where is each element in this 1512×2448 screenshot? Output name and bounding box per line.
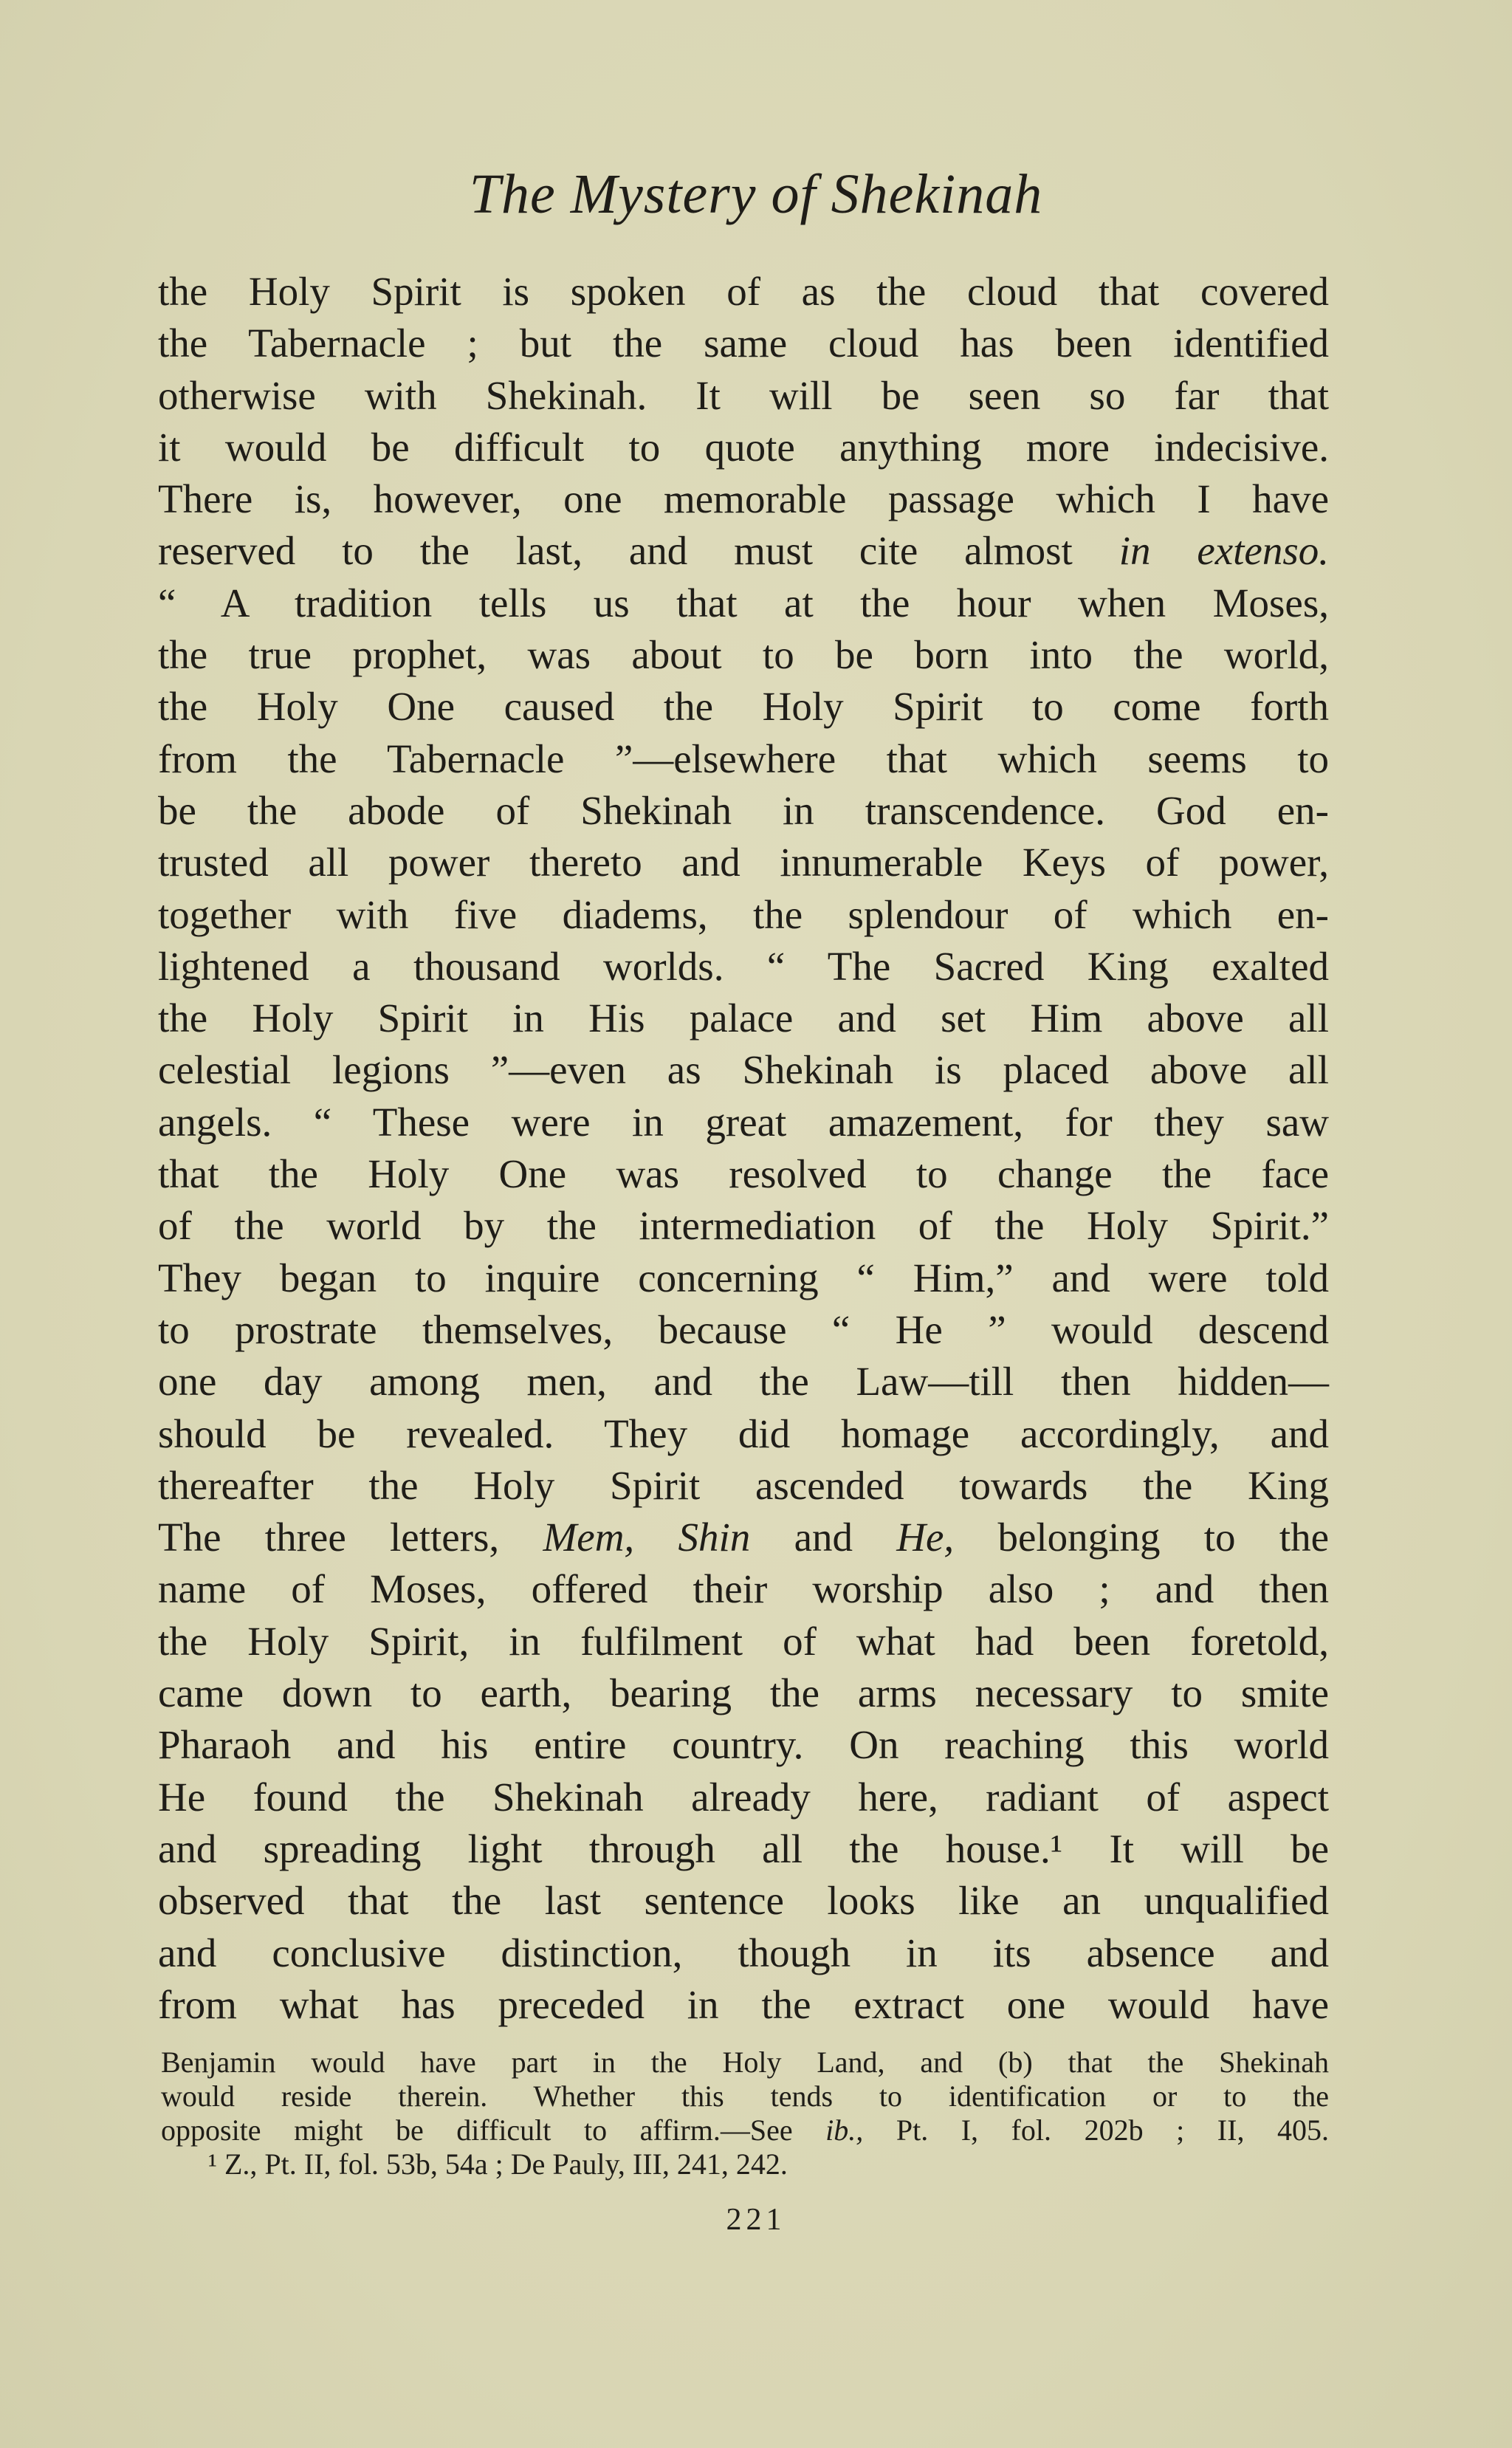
text-line: the true prophet, was about to be born into the world,	[158, 632, 1329, 678]
text-line: should be revealed. They did homage accordingly, and	[158, 1410, 1329, 1456]
text-line: The three letters, Mem, Shin and He, belonging to the	[158, 1515, 1330, 1560]
text-line: celestial legions ”—even as Shekinah is placed above all	[158, 1047, 1329, 1093]
text-line: observed that the last sentence looks like an unqualified	[158, 1878, 1329, 1924]
text-line: together with five diadems, the splendour of which en-	[158, 891, 1329, 937]
text-line: to prostrate themselves, because “ He ” would descend	[158, 1306, 1329, 1352]
text-line: the Holy Spirit, in fulfilment of what had been foretold,	[158, 1618, 1329, 1664]
text-line: came down to earth, bearing the arms necessary to smite	[158, 1670, 1329, 1716]
text-line: name of Moses, offered their worship also ; and then	[158, 1566, 1329, 1612]
footnote-line: opposite might be difficult to affirm.—See ib., Pt. I, fol. 202b ; II, 405.	[161, 2113, 1329, 2147]
text-line: the Holy Spirit in His palace and set Him above all	[158, 995, 1329, 1041]
text-line: that the Holy One was resolved to change the face	[158, 1151, 1329, 1197]
text-line: of the world by the intermediation of the Holy Spirit.”	[158, 1203, 1329, 1249]
footnote-reference: ¹ Z., Pt. II, fol. 53b, 54a ; De Pauly, III, 241, 242.	[208, 2147, 788, 2181]
text-line: There is, however, one memorable passage which I have	[158, 476, 1329, 522]
text-line: He found the Shekinah already here, radiant of aspect	[158, 1774, 1329, 1820]
body-text	[158, 266, 1329, 2031]
text-line: be the abode of Shekinah in transcendence. God en-	[158, 787, 1329, 833]
footnote-line: would reside therein. Whether this tends to identification or to the	[161, 2080, 1329, 2113]
footnotes	[161, 2046, 1329, 2181]
text-line: it would be difficult to quote anything more indecisive.	[158, 424, 1329, 470]
running-head: The Mystery of Shekinah	[469, 163, 1043, 225]
text-line: lightened a thousand worlds. “ The Sacred King exalted	[158, 943, 1329, 989]
text-line: “ A tradition tells us that at the hour when Moses,	[158, 580, 1329, 625]
page-number: 221	[726, 2203, 786, 2237]
text-line: and spreading light through all the house.¹ It will be	[158, 1825, 1329, 1871]
text-line: the Tabernacle ; but the same cloud has been identified	[158, 320, 1329, 366]
text-line: reserved to the last, and must cite almost in extenso.	[158, 528, 1329, 574]
text-line: otherwise with Shekinah. It will be seen so far that	[158, 372, 1329, 418]
text-line: the Holy One caused the Holy Spirit to come forth	[158, 684, 1329, 730]
text-line: trusted all power thereto and innumerable Keys of power,	[158, 840, 1329, 885]
text-line: and conclusive distinction, though in its absence and	[158, 1930, 1329, 1975]
text-line: Pharaoh and his entire country. On reaching this world	[158, 1722, 1329, 1768]
text-line: one day among men, and the Law—till then hidden—	[158, 1359, 1329, 1405]
text-line: thereafter the Holy Spirit ascended towards the King	[158, 1462, 1329, 1508]
text-line: the Holy Spirit is spoken of as the cloud that covered	[158, 269, 1329, 314]
text-line: from the Tabernacle ”—elsewhere that which seems to	[158, 736, 1329, 781]
text-line: They began to inquire concerning “ Him,” and were told	[158, 1255, 1329, 1300]
text-line: angels. “ These were in great amazement, for they saw	[158, 1099, 1329, 1145]
footnote-line: Benjamin would have part in the Holy Land, and (b) that the Shekinah	[161, 2046, 1329, 2079]
text-line: from what has preceded in the extract one would have	[158, 1981, 1329, 2027]
